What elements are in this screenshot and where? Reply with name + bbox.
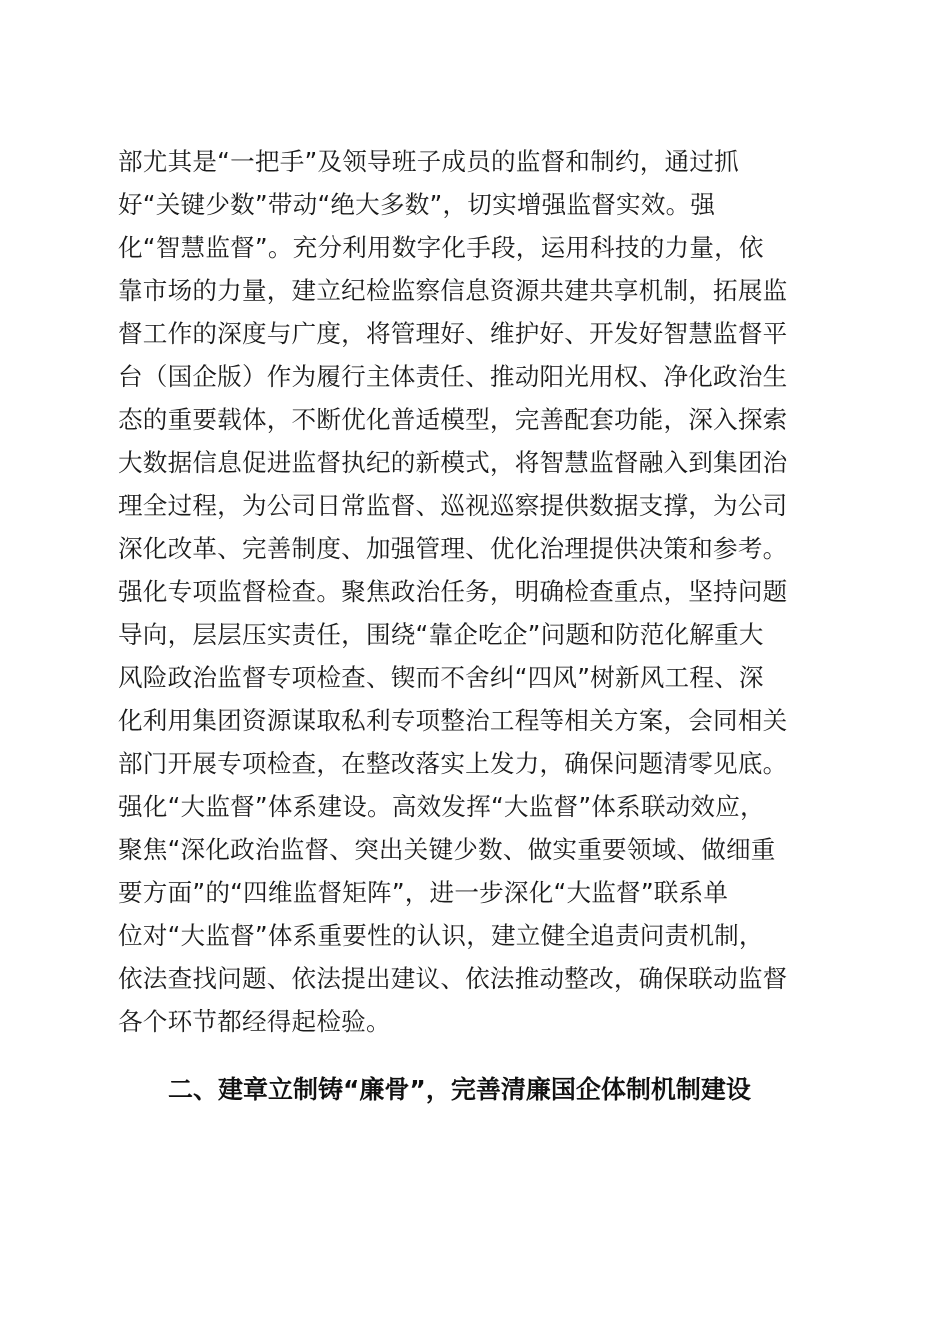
text-line: 部门开展专项检查，在整改落实上发力，确保问题清零见底。 <box>118 749 788 778</box>
text-line: 各个环节都经得起检验。 <box>118 1007 391 1036</box>
text-line: 大数据信息促进监督执纪的新模式，将智慧监督融入到集团治 <box>118 448 788 477</box>
text-line: 风险政治监督专项检查、锲而不舍纠“四风”树新风工程、深 <box>118 663 764 692</box>
text-line: 台（国企版）作为履行主体责任、推动阳光用权、净化政治生 <box>118 362 788 391</box>
text-line: 化“智慧监督”。充分利用数字化手段，运用科技的力量，依 <box>118 233 764 262</box>
text-line: 聚焦“深化政治监督、突出关键少数、做实重要领域、做细重 <box>118 835 776 864</box>
text-line: 强化专项监督检查。聚焦政治任务，明确检查重点，坚持问题 <box>118 577 788 606</box>
text-line: 态的重要载体，不断优化普适模型，完善配套功能，深入探索 <box>118 405 788 434</box>
text-line: 深化改革、完善制度、加强管理、优化治理提供决策和参考。 <box>118 534 788 563</box>
text-line: 依法查找问题、依法提出建议、依法推动整改，确保联动监督 <box>118 964 788 993</box>
text-line: 部尤其是“一把手”及领导班子成员的监督和制约，通过抓 <box>118 147 739 176</box>
text-line: 强化“大监督”体系建设。高效发挥“大监督”体系联动效应， <box>118 792 765 821</box>
text-line: 导向，层层压实责任，围绕“靠企吃企”问题和防范化解重大 <box>118 620 764 649</box>
body-text <box>118 140 848 1043</box>
text-line: 好“关键少数”带动“绝大多数”，切实增强监督实效。强 <box>118 190 716 219</box>
text-line: 位对“大监督”体系重要性的认识，建立健全追责问责机制， <box>118 921 764 950</box>
text-line: 靠市场的力量，建立纪检监察信息资源共建共享机制，拓展监 <box>118 276 788 305</box>
section-heading: 二、建章立制铸“廉骨”，完善清廉国企体制机制建设 <box>168 1075 751 1104</box>
text-line: 理全过程，为公司日常监督、巡视巡察提供数据支撑，为公司 <box>118 491 788 520</box>
text-line: 要方面”的“四维监督矩阵”，进一步深化“大监督”联系单 <box>118 878 729 907</box>
text-line: 督工作的深度与广度，将管理好、维护好、开发好智慧监督平 <box>118 319 788 348</box>
text-line: 化利用集团资源谋取私利专项整治工程等相关方案，会同相关 <box>118 706 788 735</box>
